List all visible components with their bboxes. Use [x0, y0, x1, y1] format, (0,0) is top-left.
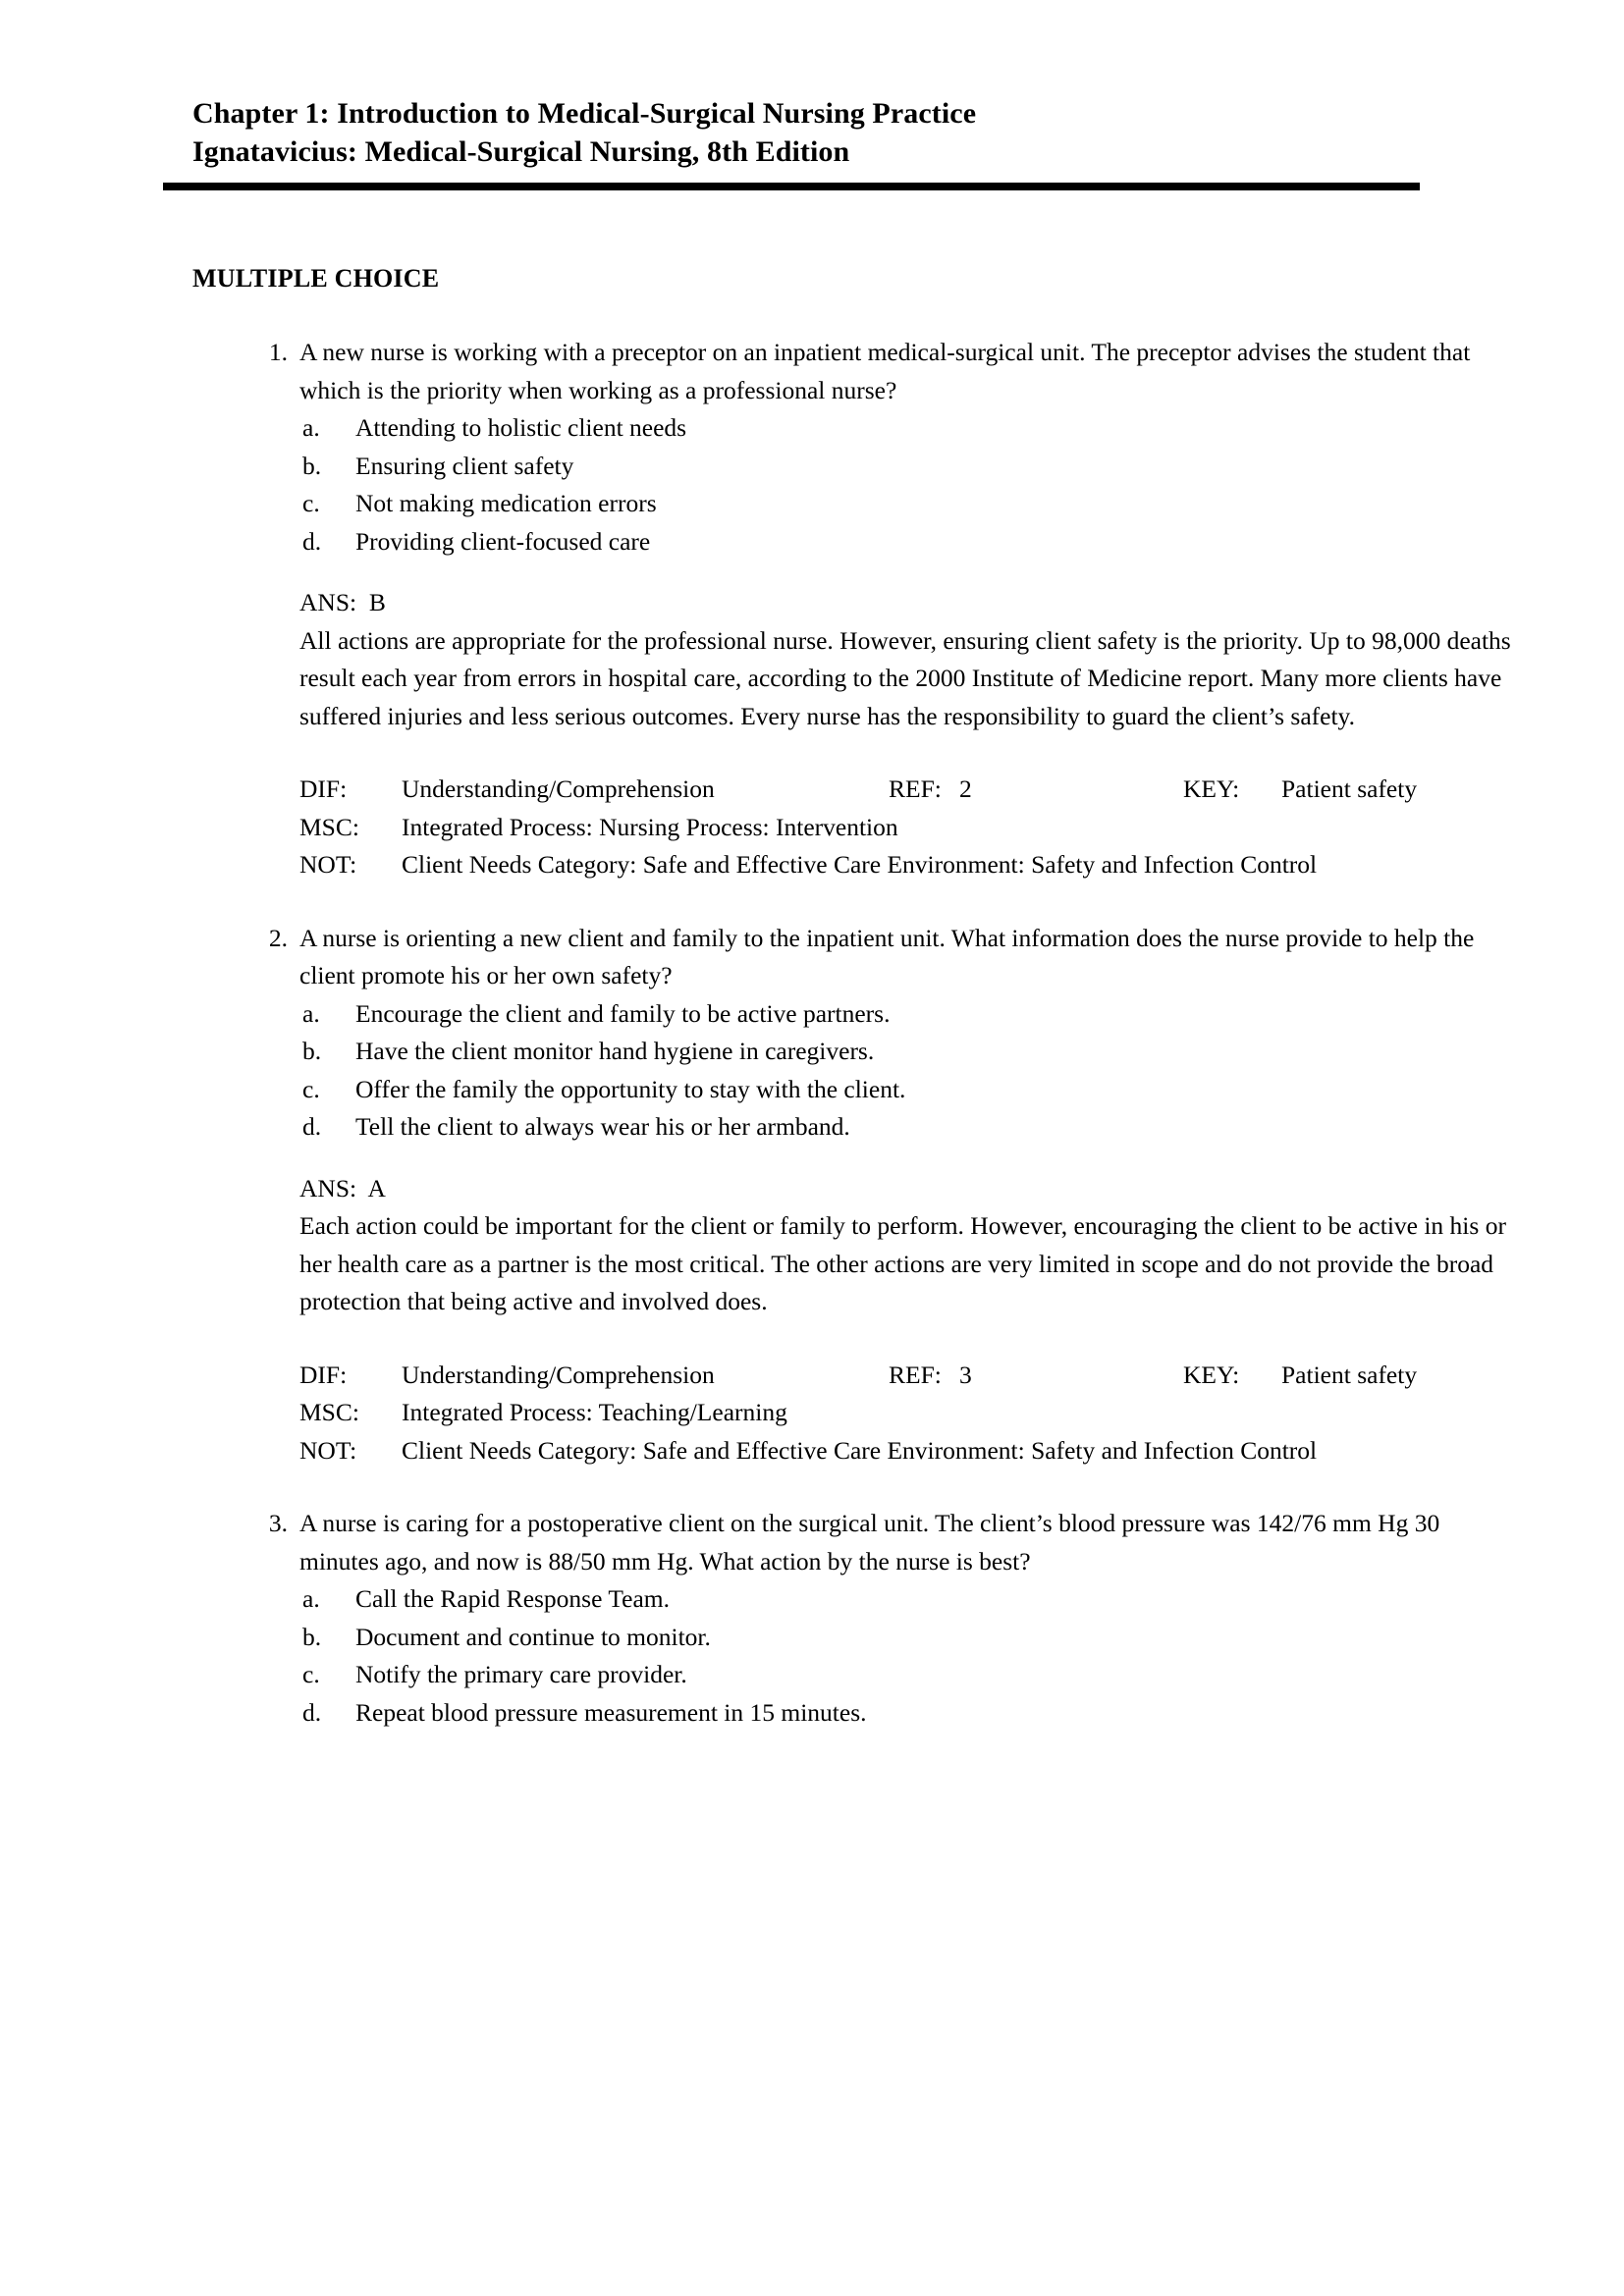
- question-number: 3.: [268, 1509, 288, 1537]
- answer-option[interactable]: [0, 1071, 1624, 1109]
- msc-label: MSC:: [299, 812, 359, 841]
- key-label: KEY:: [1183, 1360, 1240, 1389]
- answer-option-text: Providing client-focused care: [355, 526, 651, 556]
- ref-label: REF:: [889, 1360, 942, 1389]
- metadata-ref-column: [889, 771, 972, 809]
- question-stem-text: A nurse is caring for a postoperative client on the surgical unit. The client’s blood pressure was 142/76 mm Hg 30 minutes ago, and now is 88/50 mm Hg. What action by the nurse is best?: [299, 1509, 1440, 1575]
- question-stem: [0, 334, 1624, 409]
- answer-option-text: Document and continue to monitor.: [355, 1622, 711, 1651]
- answer-block: [0, 584, 1624, 735]
- ref-label: REF:: [889, 774, 942, 803]
- answer-option[interactable]: [0, 995, 1624, 1034]
- answer-option-letter: d.: [302, 1697, 322, 1727]
- answer-option-letter: a.: [302, 1584, 320, 1613]
- answer-option[interactable]: [0, 1580, 1624, 1619]
- key-value: Patient safety: [1281, 774, 1418, 803]
- book-title: Ignatavicius: Medical-Surgical Nursing, 8th Edition: [192, 135, 850, 168]
- answer-option[interactable]: [0, 1033, 1624, 1071]
- answer-label: ANS:: [299, 1173, 357, 1202]
- answer-label-gap: [356, 1174, 367, 1202]
- question-metadata: [0, 771, 1624, 884]
- section-heading: MULTIPLE CHOICE: [192, 264, 440, 293]
- msc-value: Integrated Process: Nursing Process: Intervention: [402, 812, 898, 841]
- question-spacer: [0, 1469, 1624, 1505]
- answer-rationale: Each action could be important for the client or family to perform. However, encouraging the client to be active in his or her health care as a partner is the most critical. The other actions are very limited in scope and do not provide the broad protection that being active and involved does.: [299, 1211, 1506, 1315]
- answer-option-list: [0, 995, 1624, 1147]
- question-stem-text: A nurse is orienting a new client and family to the inpatient unit. What information does the nurse provide to help the client promote his or her own safety?: [299, 923, 1475, 989]
- answer-option-letter: a.: [302, 413, 320, 442]
- msc-label: MSC:: [299, 1398, 359, 1426]
- key-value: Patient safety: [1281, 1360, 1418, 1389]
- answer-option-letter: d.: [302, 1112, 322, 1141]
- answer-option-letter: d.: [302, 526, 322, 556]
- answer-value: A: [367, 1173, 386, 1202]
- question-metadata: [0, 1357, 1624, 1470]
- metadata-row-dif: [299, 1357, 1565, 1395]
- question-item: [0, 334, 1624, 884]
- metadata-key-column: [1183, 771, 1417, 809]
- answer-option-text: Offer the family the opportunity to stay with the client.: [355, 1074, 906, 1103]
- answer-option-text: Have the client monitor hand hygiene in caregivers.: [355, 1037, 875, 1065]
- not-label: NOT:: [299, 1435, 357, 1465]
- question-spacer: [0, 884, 1624, 920]
- answer-option[interactable]: [0, 523, 1624, 561]
- metadata-key-column: [1183, 1357, 1417, 1395]
- answer-option[interactable]: [0, 1656, 1624, 1694]
- answer-line: [299, 584, 1516, 622]
- question-item: [0, 920, 1624, 1470]
- metadata-row-dif: [299, 771, 1565, 809]
- answer-value: B: [368, 588, 386, 616]
- answer-option-text: Call the Rapid Response Team.: [355, 1584, 670, 1613]
- question-stem: [0, 1505, 1624, 1580]
- question-spacer: [0, 1732, 1624, 1767]
- answer-option-text: Ensuring client safety: [355, 451, 574, 480]
- answer-option-list: [0, 409, 1624, 561]
- answer-option-text: Notify the primary care provider.: [355, 1660, 687, 1688]
- not-value: Client Needs Category: Safe and Effective Care Environment: Safety and Infection Control: [402, 1435, 1318, 1465]
- question-number: 1.: [268, 338, 288, 366]
- answer-option[interactable]: [0, 1619, 1624, 1657]
- answer-line: [299, 1170, 1516, 1208]
- answer-option-letter: b.: [302, 1622, 322, 1651]
- header-divider-rule: [163, 183, 1420, 190]
- dif-label: DIF:: [299, 1360, 348, 1389]
- metadata-row-not: [299, 1432, 1565, 1470]
- metadata-row-msc: [299, 809, 1565, 847]
- question-stem-text: A new nurse is working with a preceptor on an inpatient medical-surgical unit. The preceptor advises the student that which is the priority when working as a professional nurse?: [299, 338, 1471, 404]
- answer-option-letter: b.: [302, 451, 322, 480]
- dif-value: Understanding/Comprehension: [402, 1360, 715, 1389]
- answer-option[interactable]: [0, 448, 1624, 486]
- answer-option[interactable]: [0, 409, 1624, 448]
- key-label: KEY:: [1183, 774, 1240, 803]
- question-item: [0, 1505, 1624, 1732]
- dif-label: DIF:: [299, 774, 348, 803]
- answer-option-letter: b.: [302, 1037, 322, 1065]
- chapter-title: Chapter 1: Introduction to Medical-Surgical Nursing Practice: [192, 97, 977, 130]
- answer-label: ANS:: [299, 588, 357, 616]
- answer-option[interactable]: [0, 1108, 1624, 1147]
- ref-value: 3: [959, 1360, 972, 1389]
- document-header: [192, 94, 1430, 171]
- not-value: Client Needs Category: Safe and Effective Care Environment: Safety and Infection Control: [402, 850, 1318, 879]
- msc-value: Integrated Process: Teaching/Learning: [402, 1398, 787, 1426]
- answer-option-letter: c.: [302, 489, 320, 517]
- metadata-ref-column: [889, 1357, 972, 1395]
- metadata-row-msc: [299, 1394, 1565, 1432]
- dif-value: Understanding/Comprehension: [402, 774, 715, 803]
- not-label: NOT:: [299, 850, 357, 879]
- answer-option-text: Repeat blood pressure measurement in 15 minutes.: [355, 1697, 867, 1727]
- answer-rationale: All actions are appropriate for the professional nurse. However, ensuring client safety is the priority. Up to 98,000 deaths result each year from errors in hospital care, according to the 2000 Institute of Medicine report. Many more clients have suffered injuries and less serious outcomes. Every nurse has the responsibility to guard the client’s safety.: [299, 625, 1511, 730]
- answer-option[interactable]: [0, 485, 1624, 523]
- answer-label-gap: [356, 588, 369, 616]
- answer-option-text: Attending to holistic client needs: [355, 413, 687, 442]
- ref-value: 2: [959, 774, 972, 803]
- answer-option-text: Encourage the client and family to be active partners.: [355, 998, 891, 1028]
- answer-option-letter: c.: [302, 1660, 320, 1688]
- question-list: [0, 334, 1624, 1767]
- question-stem: [0, 920, 1624, 995]
- answer-block: [0, 1170, 1624, 1321]
- answer-option-list: [0, 1580, 1624, 1732]
- answer-option[interactable]: [0, 1694, 1624, 1733]
- answer-option-text: Tell the client to always wear his or her armband.: [355, 1112, 850, 1141]
- answer-option-letter: a.: [302, 998, 320, 1028]
- question-number: 2.: [268, 923, 288, 952]
- metadata-row-not: [299, 846, 1565, 884]
- answer-option-letter: c.: [302, 1074, 320, 1103]
- answer-option-text: Not making medication errors: [355, 489, 657, 517]
